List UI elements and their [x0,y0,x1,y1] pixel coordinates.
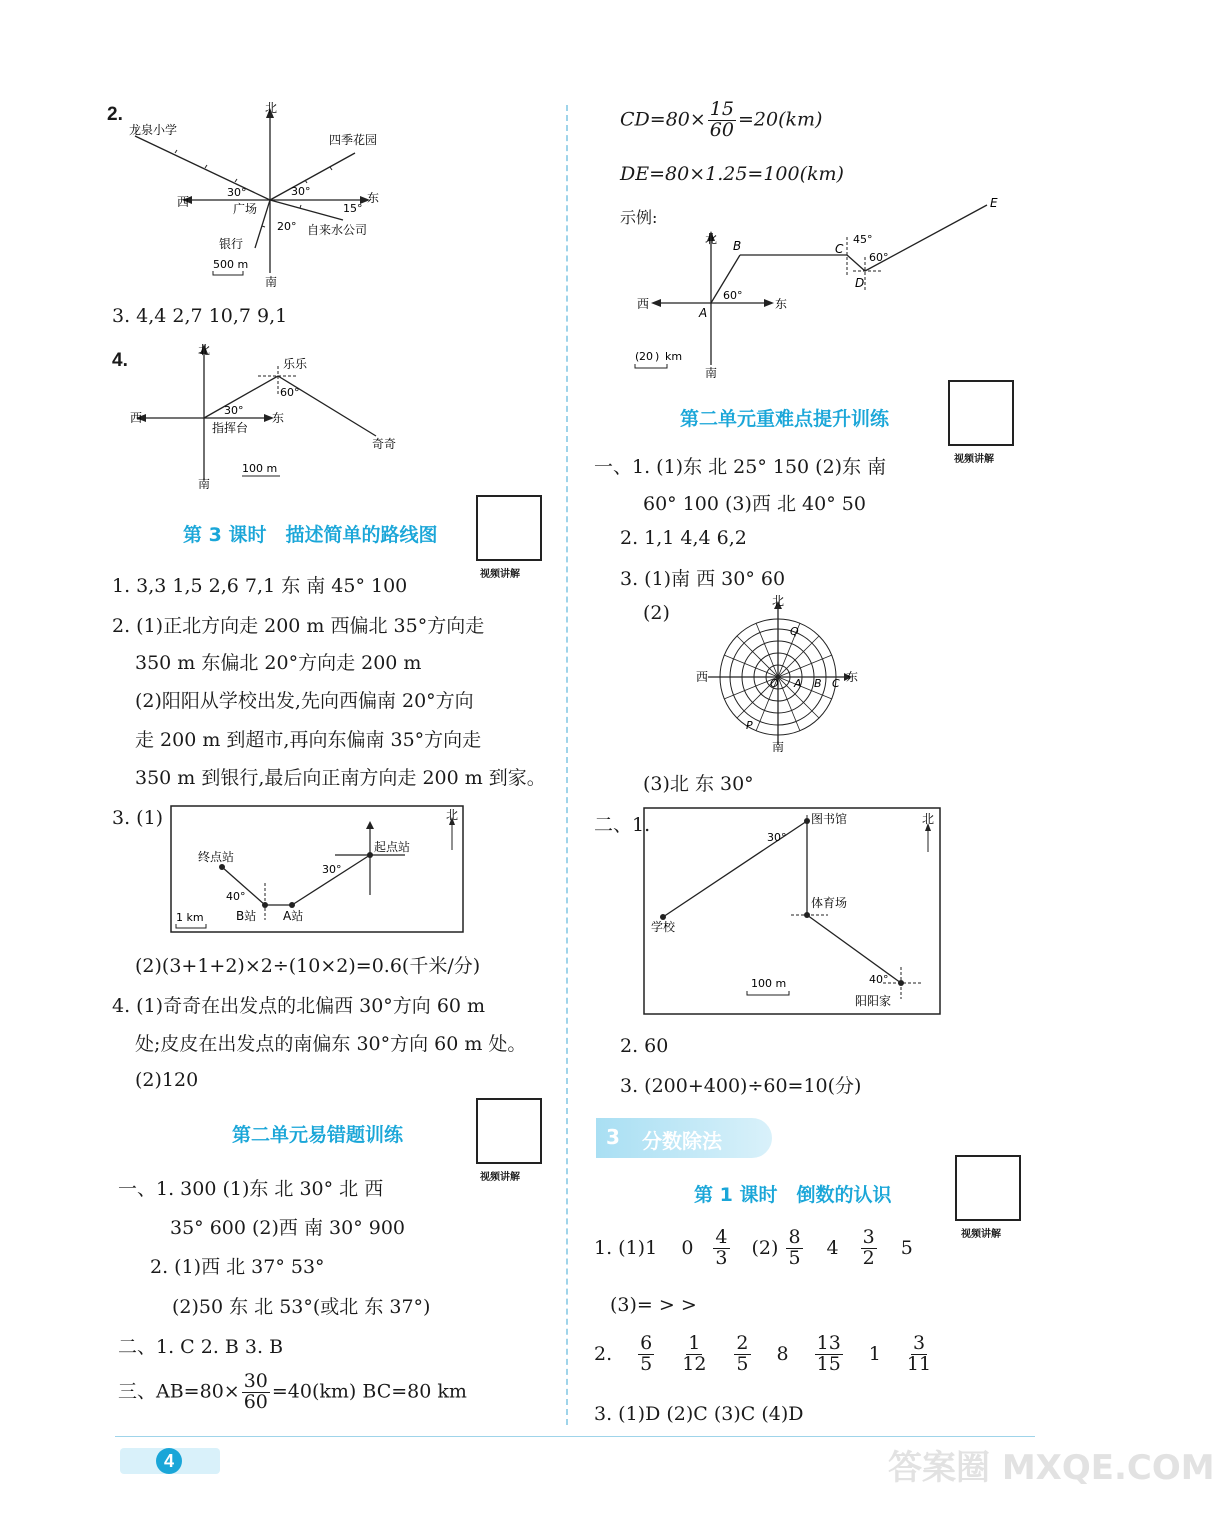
scale-label: 100 m [751,977,787,990]
r1-line [594,1228,913,1269]
err-1a: 一、1. 300 (1)东 北 30° 北 西 [118,1178,384,1200]
guangchang-label: 广场 [233,202,258,216]
fraction [734,1334,750,1375]
denominator: 60 [709,118,734,141]
yinhang-label: 银行 [219,237,244,251]
example-label: 示例: [620,208,658,227]
scale-unit: km [665,350,683,363]
r1-mid: (2) [751,1237,779,1260]
route-diagram-example [615,195,1010,380]
point-a: A [699,306,708,320]
l3-q3-2: (2)(3+1+2)×2÷(10×2)=0.6(千米/分) [135,955,481,977]
l3-q3-label: 3. (1) [112,807,164,829]
north-label: 北 [198,343,211,357]
north-label: 北 [446,808,459,822]
scale-label: 500 m [213,258,249,271]
qr-code-icon[interactable] [476,1098,542,1164]
angle-60: 60° [280,386,300,399]
qr-code-icon[interactable] [955,1155,1021,1221]
fraction [682,1334,706,1375]
longquan-label: 龙泉小学 [129,123,178,137]
stop-b-label: B站 [236,909,257,923]
numerator: 15 [709,98,734,120]
end-label: 终点站 [198,850,235,864]
l3-q4c: (2)120 [135,1069,199,1091]
start-label: 起点站 [374,840,411,854]
polar-diagram [690,595,870,755]
south-label: 南 [265,275,278,289]
hard-1b: 60° 100 (3)西 北 40° 50 [643,493,866,515]
page-number-badge [120,1448,220,1474]
angle-30: 30° [322,863,342,876]
point-c: C [835,242,844,256]
numerator: 2 [736,1332,749,1354]
r1-3: (3)= > > [610,1294,697,1316]
fraction [907,1334,931,1375]
route-diagram-er [643,807,941,1017]
gym-label: 体育场 [811,896,848,910]
point-c: C [832,677,840,690]
angle-30: 30° [767,831,787,844]
cd-prefix: CD=80× [620,108,706,131]
north-label: 北 [922,812,935,826]
r1-five: 5 [900,1237,913,1260]
qiqi-label: 奇奇 [372,437,397,451]
fraction [786,1228,802,1269]
direction-diagram-q4 [128,340,418,490]
unit-number: 3 [606,1125,620,1149]
hard-training-title: 第二单元重难点提升训练 [680,408,890,430]
denominator: 12 [682,1352,707,1375]
angle-60: 60° [723,289,743,302]
point-b: B [733,239,742,253]
err-san-prefix: 三、AB=80× [118,1380,240,1403]
route-diagram-q3 [170,805,465,935]
east-label: 东 [846,670,859,684]
hard-1a: 一、1. (1)东 北 25° 150 (2)东 南 [594,456,887,478]
denominator: 5 [788,1246,801,1269]
err-1b: 35° 600 (2)西 南 30° 900 [170,1217,405,1239]
west-label: 西 [696,670,709,684]
l3-q2b: 350 m 东偏北 20°方向走 200 m [135,652,422,674]
point-p: P [746,719,753,732]
point-d: D [855,276,865,290]
hard-2: 2. 1,1 4,4 6,2 [620,527,747,549]
r1-four: 4 [826,1237,839,1260]
fraction [861,1228,877,1269]
qr-caption: 视频讲解 [954,454,994,465]
de-line: DE=80×1.25=100(km) [620,163,844,185]
lesson3-title: 第 3 课时 描述简单的路线图 [183,524,438,546]
fraction [708,100,736,141]
scale-close: ) [655,350,660,363]
point-q: Q [790,625,799,638]
error-training-title: 第二单元易错题训练 [232,1124,404,1146]
qr-caption: 视频讲解 [480,1172,520,1183]
l3-q4a: 4. (1)奇奇在出发点的北偏西 30°方向 60 m [112,995,486,1017]
angle-40: 40° [869,973,889,986]
numerator: 8 [788,1226,801,1248]
angle-30b: 30° [291,185,311,198]
east-label: 东 [775,297,788,311]
hard-3: 3. (1)南 西 30° 60 [620,568,786,590]
angle-60b: 60° [869,251,889,264]
denominator: 5 [736,1352,749,1375]
watermark: 答案圈 MXQE.COM [888,1448,1215,1488]
fraction [713,1228,729,1269]
scale-label: 100 m [242,462,278,475]
l3-q2d: 走 200 m 到超市,再向东偏南 35°方向走 [135,729,482,751]
page-number: 4 [156,1448,182,1474]
r2-prefix: 2. [594,1343,613,1366]
q4-label: 4. [112,350,128,371]
south-label: 南 [705,366,718,380]
r2-eight: 8 [776,1343,789,1366]
hard-3-2: (2) [643,602,670,624]
home-label: 阳阳家 [855,994,892,1008]
fraction [242,1372,270,1413]
q3-answer: 3. 4,4 2,7 10,7 9,1 [112,305,288,327]
numerator: 4 [715,1226,728,1248]
err-san [118,1372,467,1413]
library-label: 图书馆 [811,812,848,826]
denominator: 15 [816,1352,841,1375]
err-san-suffix: =40(km) BC=80 km [271,1380,467,1403]
west-label: 西 [177,195,190,209]
qr-caption: 视频讲解 [961,1229,1001,1240]
footer-line [115,1436,1035,1437]
angle-40: 40° [226,890,246,903]
zhihuitai-label: 指挥台 [212,421,249,435]
north-label: 北 [772,594,785,608]
scale-label: 1 km [176,911,204,924]
scale-open: ( [635,350,640,363]
unit-title: 分数除法 [642,1129,722,1153]
numerator: 3 [862,1226,875,1248]
scale-value: 20 [639,350,653,363]
point-e: E [990,196,998,210]
denominator: 5 [640,1352,653,1375]
point-o: O [770,677,779,690]
cd-line [620,100,822,141]
west-label: 西 [637,297,650,311]
q2-label: 2. [107,104,123,125]
south-label: 南 [198,477,211,491]
angle-45: 45° [853,233,873,246]
column-divider [566,105,568,1425]
siji-label: 四季花园 [329,133,378,147]
numerator: 1 [688,1332,701,1354]
numerator: 6 [640,1332,653,1354]
denominator: 3 [715,1246,728,1269]
r3: 3. (1)D (2)C (3)C (4)D [594,1403,804,1425]
angle-30: 30° [224,404,244,417]
point-b: B [814,677,822,690]
numerator: 3 [912,1332,926,1354]
qr-code-icon[interactable] [948,380,1014,446]
err-2a: 2. (1)西 北 37° 53° [150,1256,325,1278]
r1-prefix: 1. (1)1 0 [594,1237,694,1260]
cd-suffix: =20(km) [737,108,823,131]
err-2b: (2)50 东 北 53°(或北 东 37°) [172,1296,431,1318]
l3-q2a: 2. (1)正北方向走 200 m 西偏北 35°方向走 [112,615,485,637]
fraction [815,1334,843,1375]
direction-diagram-q2 [115,98,395,298]
numerator: 30 [243,1370,268,1392]
r2-one: 1 [868,1343,881,1366]
zilaishui-label: 自来水公司 [307,223,368,237]
east-label: 东 [367,191,380,205]
point-a: A [794,677,802,690]
unit-banner [596,1118,772,1158]
east-label: 东 [272,411,285,425]
lele-label: 乐乐 [283,357,308,371]
denominator: 2 [862,1246,875,1269]
north-label: 北 [265,101,278,115]
lesson1-title: 第 1 课时 倒数的认识 [694,1184,892,1206]
west-label: 西 [130,411,143,425]
angle-15: 15° [343,202,363,215]
hard-3-3: (3)北 东 30° [643,773,754,795]
hard-er-3: 3. (200+400)÷60=10(分) [620,1075,862,1097]
qr-caption: 视频讲解 [480,569,520,580]
stop-a-label: A站 [283,909,304,923]
fraction [638,1334,654,1375]
hard-er-1: 二、1. [594,814,651,836]
qr-code-icon[interactable] [476,495,542,561]
numerator: 13 [816,1332,841,1354]
l3-q2e: 350 m 到银行,最后向正南方向走 200 m 到家。 [135,767,546,789]
school-label: 学校 [651,920,676,934]
angle-20: 20° [277,220,297,233]
hard-er-2: 2. 60 [620,1035,669,1057]
denominator: 60 [243,1390,268,1413]
err-er: 二、1. C 2. B 3. B [118,1336,284,1358]
south-label: 南 [772,740,785,754]
r2-line [594,1334,933,1375]
north-label: 北 [705,232,718,246]
angle-30a: 30° [227,186,247,199]
l3-q4b: 处;皮皮在出发点的南偏东 30°方向 60 m 处。 [135,1033,527,1055]
denominator: 11 [906,1352,932,1375]
l3-q2c: (2)阳阳从学校出发,先向西偏南 20°方向 [135,690,474,712]
l3-q1: 1. 3,3 1,5 2,6 7,1 东 南 45° 100 [112,575,408,597]
